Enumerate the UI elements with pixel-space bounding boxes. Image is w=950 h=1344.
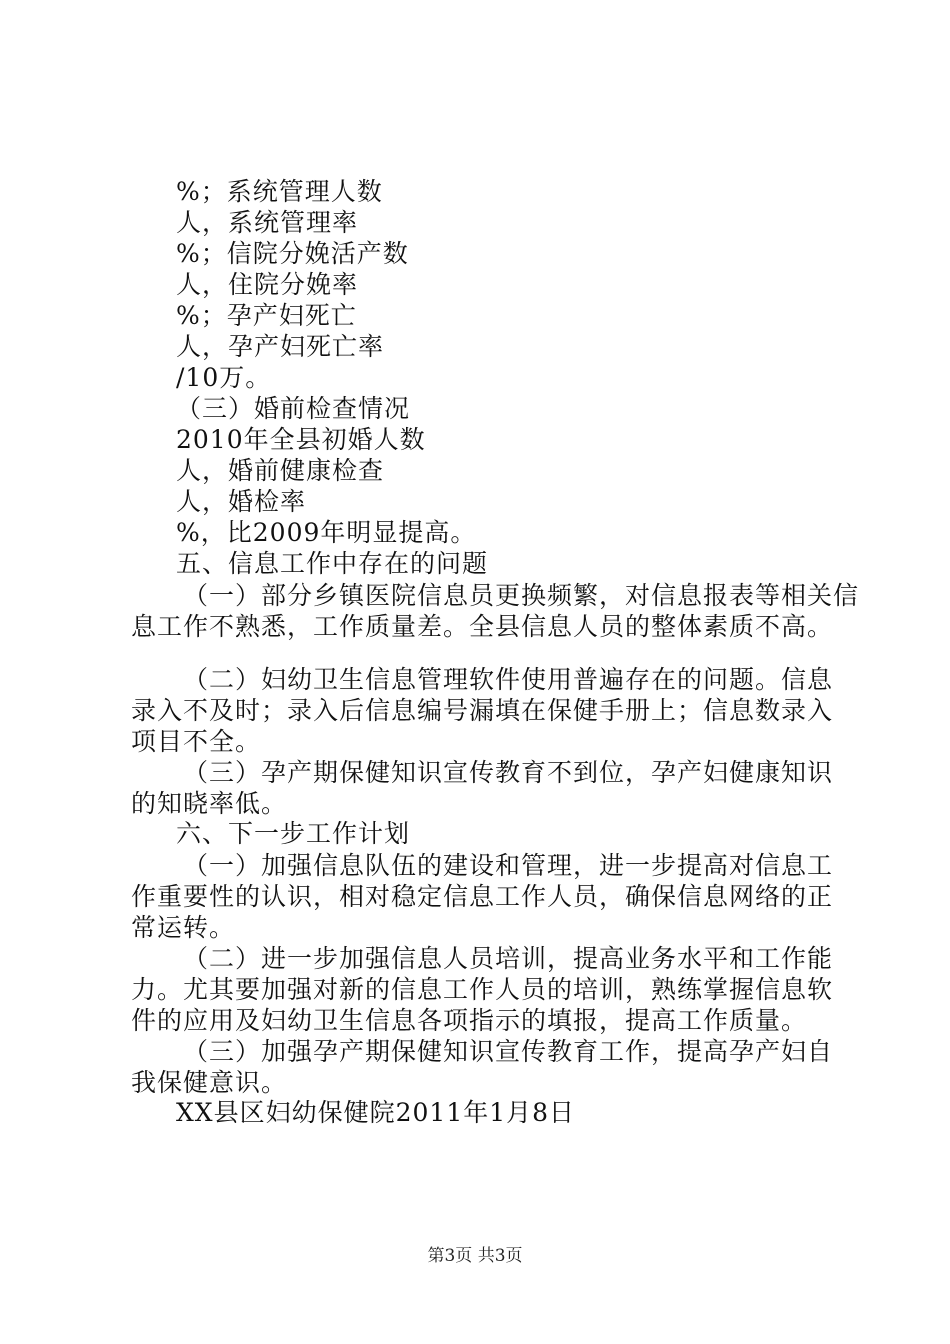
text-line-9: 2010年全县初婚人数 <box>176 425 426 454</box>
page-number-footer: 第3页 共3页 <box>427 1246 523 1266</box>
text-line-11: 人，婚检率 <box>176 487 307 516</box>
text-line-7: /10万。 <box>176 363 272 392</box>
problem-paragraph-3: （三）孕产期保健知识宣传教育不到位，孕产妇健康知识的知晓率低。 <box>131 758 834 818</box>
plan-paragraph-3: （三）加强孕产期保健知识宣传教育工作，提高孕产妇自我保健意识。 <box>131 1037 834 1097</box>
text-line-4: 人，住院分娩率 <box>176 270 359 299</box>
text-line-2: 人，系统管理率 <box>176 208 359 237</box>
signature-line: XX县区妇幼保健院2011年1月8日 <box>176 1098 576 1127</box>
plan-paragraph-2: （二）进一步加强信息人员培训，提高业务水平和工作能力。尤其要加强对新的信息工作人员的培训，熟练掌握信息软件的应用及妇幼卫生信息各项指示的填报，提高工作质量。 <box>131 944 834 1035</box>
section-heading-premarital: （三）婚前检查情况 <box>176 394 411 423</box>
text-line-6: 人，孕产妇死亡率 <box>176 332 385 361</box>
text-line-10: 人，婚前健康检查 <box>176 456 385 485</box>
problem-paragraph-2: （二）妇幼卫生信息管理软件使用普遍存在的问题。信息录入不及时；录入后信息编号漏填在保健手册上；信息数录入项目不全。 <box>131 665 834 756</box>
section-heading-problems: 五、信息工作中存在的问题 <box>176 549 489 578</box>
text-line-1: %；系统管理人数 <box>176 177 383 206</box>
text-line-5: %；孕产妇死亡 <box>176 301 357 330</box>
plan-paragraph-1: （一）加强信息队伍的建设和管理，进一步提高对信息工作重要性的认识，相对稳定信息工作人员，确保信息网络的正常运转。 <box>131 851 834 942</box>
text-line-12: %，比2009年明显提高。 <box>176 518 477 547</box>
problem-paragraph-1: （一）部分乡镇医院信息员更换频繁，对信息报表等相关信息工作不熟悉，工作质量差。全县信息人员的整体素质不高。 <box>131 581 860 641</box>
text-line-3: %；信院分娩活产数 <box>176 239 409 268</box>
section-heading-plan: 六、下一步工作计划 <box>176 819 411 848</box>
